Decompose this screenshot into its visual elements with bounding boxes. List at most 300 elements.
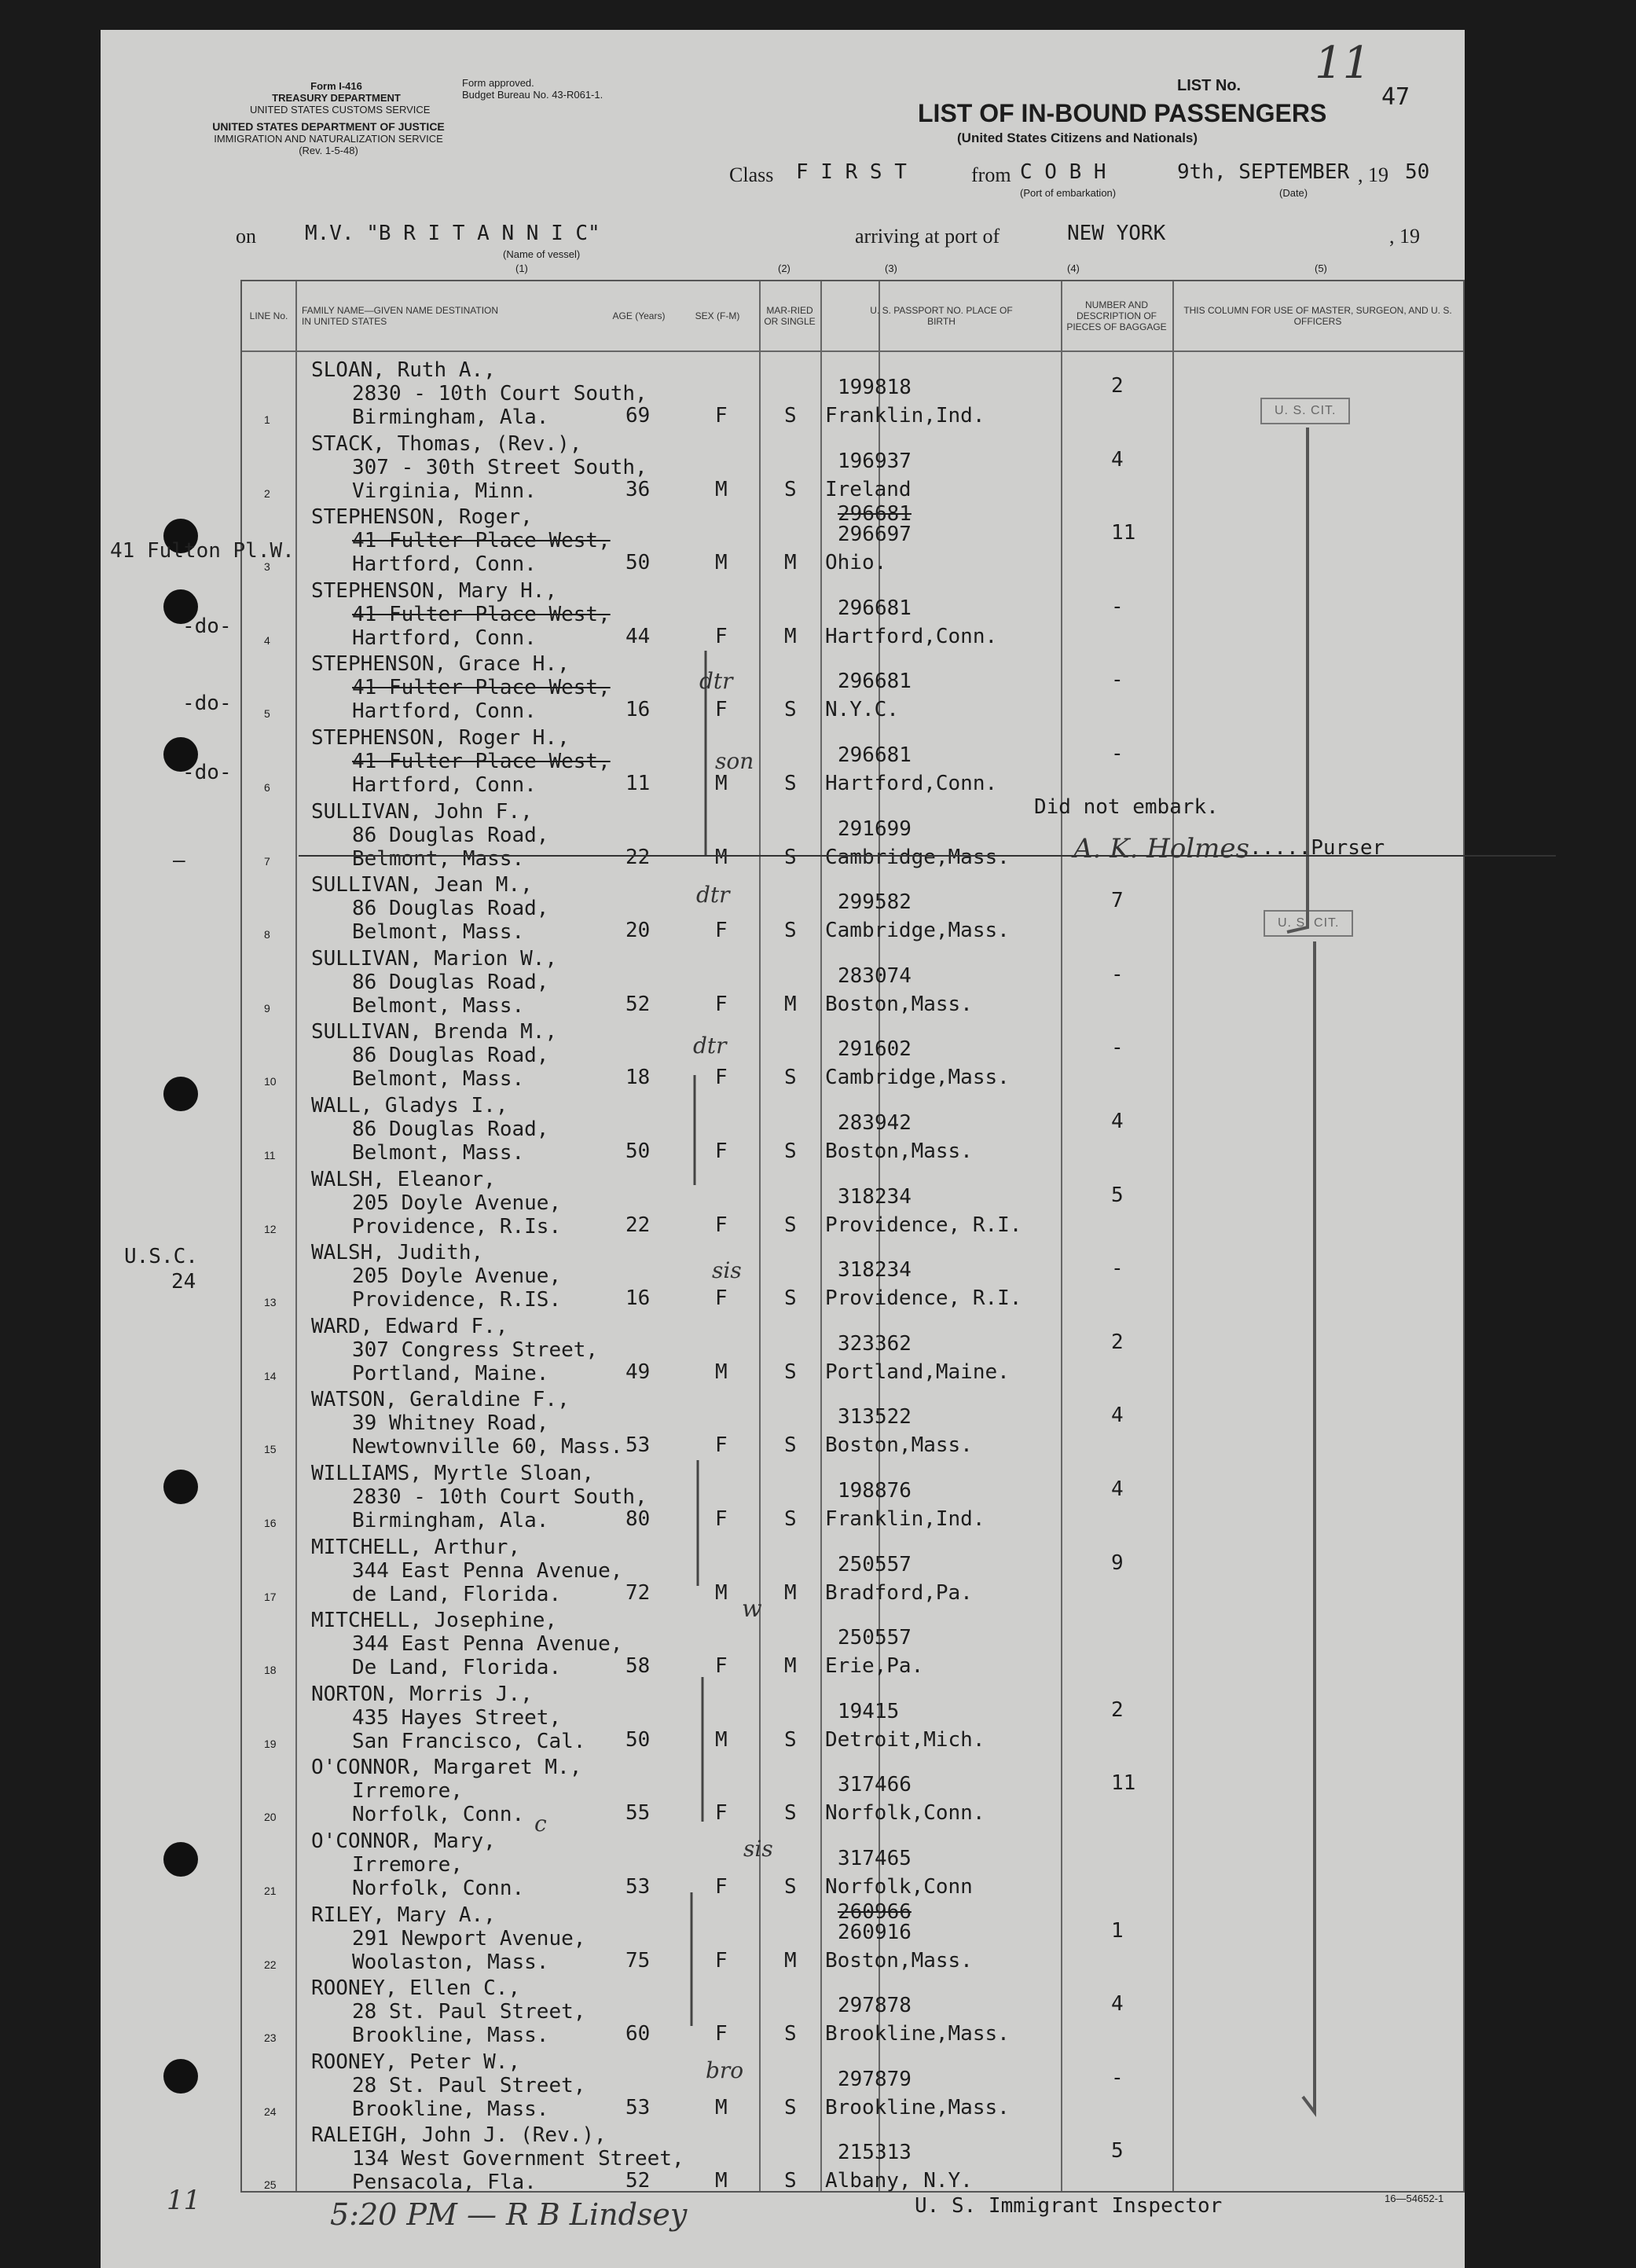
baggage-cell: 2 <box>1111 1697 1124 1722</box>
passenger-name: STEPHENSON, Mary H., <box>311 578 558 603</box>
baggage-cell: 4 <box>1111 1110 1124 1133</box>
sex-cell: M <box>715 845 728 869</box>
line-number: 25 <box>264 2178 277 2192</box>
address-line-2: Providence, R.Is. <box>352 1214 562 1239</box>
birthplace-cell: Brookline,Mass. <box>825 2095 1010 2119</box>
address-line-1: 28 St. Paul Street, <box>352 2073 586 2097</box>
address-line-2: De Land, Florida. <box>352 1656 562 1680</box>
passenger-name: RALEIGH, John J. (Rev.), <box>311 2123 607 2148</box>
address-line-1: 41 Fulter Place West, <box>352 529 611 553</box>
sex-cell: M <box>715 1727 728 1752</box>
passenger-name: SULLIVAN, John F., <box>311 799 533 824</box>
purser-label: .....Purser <box>1249 836 1385 860</box>
birthplace-cell: Erie,Pa. <box>825 1654 924 1679</box>
list-no-handwritten: 11 <box>1315 38 1371 89</box>
age-cell: 18 <box>625 1066 651 1090</box>
print-code: 16—54652-1 <box>1385 2193 1444 2204</box>
marital-cell: S <box>784 1507 797 1531</box>
margin-note-dash: — <box>173 849 185 872</box>
col-family-name: FAMILY NAME—GIVEN NAME DESTINATION IN UNITED STATES <box>302 305 499 327</box>
address-line-1: 41 Fulter Place West, <box>352 602 611 626</box>
address-line-1: 344 East Penna Avenue, <box>352 1632 623 1657</box>
line-number: 19 <box>264 1737 277 1750</box>
passport-cell: 196937 <box>838 449 912 473</box>
passport-cell: 283942 <box>838 1111 912 1135</box>
marital-cell: S <box>784 1801 797 1826</box>
passenger-name: O'CONNOR, Mary, <box>311 1829 496 1853</box>
birthplace-cell: Cambridge,Mass. <box>825 845 1010 869</box>
address-line-2: Belmont, Mass. <box>352 993 525 1018</box>
marital-cell: S <box>784 1140 797 1163</box>
age-cell: 52 <box>625 2169 651 2193</box>
line-number: 6 <box>264 781 270 794</box>
age-cell: 69 <box>625 404 651 428</box>
us-citizen-stamp: U. S. CIT. <box>1260 398 1350 424</box>
age-cell: 22 <box>625 1213 651 1237</box>
passport-cell: 296681 <box>838 670 912 694</box>
age-cell: 50 <box>625 551 651 575</box>
marital-cell: S <box>784 845 797 869</box>
sex-cell: F <box>715 1801 728 1826</box>
sex-cell: F <box>715 1948 728 1973</box>
passenger-name: WARD, Edward F., <box>311 1314 508 1338</box>
passenger-name: WALL, Gladys I., <box>311 1094 508 1117</box>
marital-cell: S <box>784 1213 797 1237</box>
col-number-2: (2) <box>778 262 790 274</box>
address-line-1: 86 Douglas Road, <box>352 970 549 994</box>
sex-cell: M <box>715 772 728 795</box>
passport-cell: 291602 <box>838 1037 912 1062</box>
birthplace-cell: Cambridge,Mass. <box>825 919 1010 943</box>
col-number-1: (1) <box>515 262 528 274</box>
address-line-1: 41 Fulter Place West, <box>352 750 611 773</box>
passenger-name: SULLIVAN, Marion W., <box>311 946 558 971</box>
age-cell: 20 <box>625 919 651 943</box>
line-number: 10 <box>264 1075 277 1088</box>
sex-cell: F <box>715 698 728 722</box>
passenger-name: NORTON, Morris J., <box>311 1682 533 1706</box>
marital-cell: S <box>784 1433 797 1458</box>
date-label: (Date) <box>1279 187 1308 199</box>
line-number: 13 <box>264 1296 277 1309</box>
relation-note-dtr: dtr <box>693 1033 727 1059</box>
port-embark-label: (Port of embarkation) <box>1020 187 1117 199</box>
from-value: C O B H <box>1020 160 1106 184</box>
document-title: LIST OF IN-BOUND PASSENGERS <box>918 99 1327 127</box>
col-line-no: LINE No. <box>249 310 288 321</box>
passport-cell: 297878 <box>838 1994 912 2018</box>
marital-cell: S <box>784 2022 797 2046</box>
birthplace-cell: Boston,Mass. <box>825 992 973 1016</box>
address-line-2: Belmont, Mass. <box>352 920 525 945</box>
marital-cell: S <box>784 698 797 722</box>
form-number: Form I-416 <box>310 80 362 92</box>
document-subtitle: (United States Citizens and Nationals) <box>957 130 1198 145</box>
passenger-table <box>240 280 1465 2193</box>
relation-note-c: c <box>534 1811 547 1837</box>
marital-cell: M <box>784 551 797 575</box>
passport-cell: 19415 <box>838 1699 900 1723</box>
relation-note-son: son <box>715 748 754 774</box>
age-cell: 50 <box>625 1727 651 1752</box>
age-cell: 16 <box>625 1286 651 1311</box>
sex-cell: F <box>715 1507 728 1531</box>
address-line-2: de Land, Florida. <box>352 1582 562 1606</box>
year-value: 50 <box>1405 160 1430 184</box>
col-passport <box>824 281 1059 350</box>
birthplace-cell: Norfolk,Conn. <box>825 1801 985 1826</box>
sex-cell: M <box>715 477 728 501</box>
passport-cell: 317465 <box>838 1847 912 1870</box>
relation-note-w: w <box>742 1595 762 1623</box>
date-value: 9th, SEPTEMBER <box>1177 160 1350 184</box>
baggage-cell: 1 <box>1111 1918 1124 1943</box>
age-cell: 44 <box>625 624 651 648</box>
form-revision: (Rev. 1-5-48) <box>299 145 358 156</box>
sex-cell: F <box>715 1875 728 1899</box>
address-line-2: Hartford, Conn. <box>352 552 537 577</box>
marital-cell: S <box>784 477 797 501</box>
address-line-2: Newtownville 60, Mass. <box>352 1435 623 1459</box>
margin-note-do: -do- <box>182 761 232 784</box>
age-cell: 16 <box>625 698 651 722</box>
age-cell: 80 <box>625 1507 651 1531</box>
sex-cell: F <box>715 2022 728 2046</box>
arriving-label: arriving at port of <box>855 225 1000 248</box>
age-cell: 50 <box>625 1140 651 1163</box>
address-line-1: 86 Douglas Road, <box>352 1044 549 1068</box>
birthplace-cell: N.Y.C. <box>825 698 899 722</box>
line-number: 17 <box>264 1590 277 1603</box>
address-line-2: Norfolk, Conn. <box>352 1803 525 1827</box>
line-number: 14 <box>264 1369 277 1382</box>
address-line-1: 2830 - 10th Court South, <box>352 1485 647 1509</box>
address-line-2: San Francisco, Cal. <box>352 1729 586 1753</box>
passport-cell: 283074 <box>838 963 912 988</box>
address-line-2: Portland, Maine. <box>352 1361 549 1385</box>
address-line-2: Belmont, Mass. <box>352 846 525 871</box>
margin-note-usc-number: 24 <box>171 1270 196 1294</box>
address-line-1: 28 St. Paul Street, <box>352 2000 586 2024</box>
passport-cell: 260916 <box>838 1920 912 1944</box>
treasury-dept: TREASURY DEPARTMENT <box>272 92 401 104</box>
passenger-name: MITCHELL, Arthur, <box>311 1535 521 1559</box>
address-line-1: 41 Fulter Place West, <box>352 676 611 700</box>
col-number-4: (4) <box>1067 262 1080 274</box>
marital-cell: S <box>784 1727 797 1752</box>
col-number-3: (3) <box>885 262 897 274</box>
baggage-cell: 2 <box>1111 374 1124 398</box>
line-number: 2 <box>264 486 270 500</box>
baggage-cell: - <box>1111 1036 1124 1060</box>
passenger-name: WALSH, Eleanor, <box>311 1167 496 1191</box>
passenger-name: ROONEY, Peter W., <box>311 2050 521 2074</box>
marital-cell: M <box>784 992 797 1016</box>
passport-cell: 296697 <box>838 523 912 547</box>
birthplace-cell: Boston,Mass. <box>825 1140 973 1163</box>
sex-cell: M <box>715 2095 728 2119</box>
line-number: 20 <box>264 1811 277 1824</box>
marital-cell: S <box>784 404 797 428</box>
address-line-1: 344 East Penna Avenue, <box>352 1558 623 1583</box>
inspector-label: U. S. Immigrant Inspector <box>915 2194 1223 2218</box>
address-line-2: Hartford, Conn. <box>352 773 537 797</box>
passport-cell: 323362 <box>838 1331 912 1356</box>
arriving-year: , 19 <box>1389 225 1420 248</box>
passport-cell: 250557 <box>838 1552 912 1576</box>
did-not-embark-note: Did not embark. <box>1034 795 1219 819</box>
passport-cell: 291699 <box>838 817 912 841</box>
line-number: 5 <box>264 707 270 721</box>
punch-hole <box>163 1842 198 1877</box>
class-label: Class <box>729 163 774 186</box>
passport-cell: 299582 <box>838 890 912 915</box>
marital-cell: M <box>784 1654 797 1679</box>
line-number: 21 <box>264 1884 277 1897</box>
col-baggage: NUMBER AND DESCRIPTION OF PIECES OF BAGGAGE <box>1066 299 1167 332</box>
sex-cell: F <box>715 1140 728 1163</box>
punch-hole <box>163 2059 198 2094</box>
birthplace-cell: Albany, N.Y. <box>825 2169 973 2193</box>
address-line-1: 86 Douglas Road, <box>352 823 549 847</box>
age-cell: 22 <box>625 845 651 869</box>
immigration-service: IMMIGRATION AND NATURALIZATION SERVICE <box>214 133 443 145</box>
baggage-cell: 5 <box>1111 1183 1124 1207</box>
passport-cell: 296681 <box>838 596 912 620</box>
baggage-cell: - <box>1111 594 1124 618</box>
arriving-port: NEW YORK <box>1067 222 1166 245</box>
passenger-name: STEPHENSON, Roger, <box>311 505 533 530</box>
margin-note-bottom: 11 <box>167 2185 201 2216</box>
relation-note-dtr: dtr <box>696 882 730 908</box>
budget-bureau: Budget Bureau No. 43-R061-1. <box>462 89 603 101</box>
age-cell: 58 <box>625 1654 651 1679</box>
passenger-name: WALSH, Judith, <box>311 1241 484 1265</box>
birthplace-cell: Franklin,Ind. <box>825 1507 985 1531</box>
passenger-name: O'CONNOR, Margaret M., <box>311 1756 582 1780</box>
line-number: 16 <box>264 1517 277 1529</box>
age-cell: 36 <box>625 477 651 501</box>
baggage-cell: - <box>1111 2065 1124 2090</box>
sex-cell: M <box>715 551 728 575</box>
marital-cell: S <box>784 2169 797 2193</box>
sex-cell: F <box>715 1213 728 1237</box>
col-officers: THIS COLUMN FOR USE OF MASTER, SURGEON, AND U. S. OFFICERS <box>1183 305 1452 327</box>
sex-cell: F <box>715 1286 728 1311</box>
class-value: F I R S T <box>796 160 907 184</box>
marital-cell: S <box>784 919 797 943</box>
baggage-cell: 11 <box>1111 1771 1136 1796</box>
passenger-name: RILEY, Mary A., <box>311 1903 496 1927</box>
marital-cell: S <box>784 1286 797 1311</box>
baggage-cell: 4 <box>1111 1404 1124 1428</box>
address-line-1: Irremore, <box>352 1779 463 1804</box>
age-cell: 49 <box>625 1360 651 1384</box>
address-line-2: Brookline, Mass. <box>352 2097 549 2121</box>
purser-signature: A. K. Holmes <box>1073 833 1249 864</box>
birthplace-cell: Bradford,Pa. <box>825 1580 973 1605</box>
passenger-name: STACK, Thomas, (Rev.), <box>311 431 582 456</box>
margin-note-do: -do- <box>182 692 232 715</box>
passport-struck-cell: 260966 <box>838 1899 912 1924</box>
form-number-block <box>250 80 431 116</box>
sex-cell: F <box>715 919 728 943</box>
baggage-cell: - <box>1111 742 1124 765</box>
line-number: 18 <box>264 1664 277 1677</box>
baggage-cell: 5 <box>1111 2139 1124 2163</box>
line-number: 23 <box>264 2031 277 2045</box>
birthplace-cell: Boston,Mass. <box>825 1948 973 1973</box>
passport-cell: 317466 <box>838 1773 912 1797</box>
justice-block <box>195 121 462 156</box>
birthplace-cell: Hartford,Conn. <box>825 624 998 648</box>
col-number-5: (5) <box>1315 262 1327 274</box>
col-married: MAR-RIED OR SINGLE <box>764 305 816 327</box>
birthplace-cell: Brookline,Mass. <box>825 2022 1010 2046</box>
line-number: 7 <box>264 854 270 868</box>
punch-hole <box>163 1470 198 1504</box>
address-line-2: Hartford, Conn. <box>352 699 537 724</box>
age-cell: 75 <box>625 1948 651 1973</box>
line-number: 8 <box>264 928 270 941</box>
line-number: 12 <box>264 1222 277 1235</box>
col-passport-text: U. S. PASSPORT NO. PLACE OF BIRTH <box>870 305 1013 327</box>
sex-cell: F <box>715 1066 728 1090</box>
address-line-1: 134 West Government Street, <box>352 2147 684 2171</box>
address-line-2: Norfolk, Conn. <box>352 1877 525 1900</box>
baggage-cell: - <box>1111 962 1124 986</box>
address-line-1: 39 Whitney Road, <box>352 1411 549 1436</box>
address-line-1: 205 Doyle Avenue, <box>352 1264 562 1289</box>
sex-cell: M <box>715 2169 728 2193</box>
address-line-1: Irremore, <box>352 1853 463 1877</box>
baggage-cell: - <box>1111 668 1124 692</box>
age-cell: 11 <box>625 772 651 795</box>
relation-note-sis: sis <box>712 1257 742 1283</box>
age-cell: 53 <box>625 2095 651 2119</box>
relation-note-dtr: dtr <box>699 668 733 694</box>
baggage-cell: 4 <box>1111 1477 1124 1501</box>
sex-cell: F <box>715 1654 728 1679</box>
address-line-1: 205 Doyle Avenue, <box>352 1191 562 1215</box>
passport-cell: 250557 <box>838 1626 912 1650</box>
baggage-cell: 7 <box>1111 889 1124 913</box>
margin-note-fulton: 41 Fulton Pl.W. <box>110 539 295 563</box>
marital-cell: M <box>784 1948 797 1973</box>
address-line-2: Belmont, Mass. <box>352 1141 525 1165</box>
age-cell: 53 <box>625 1433 651 1458</box>
vessel-label: (Name of vessel) <box>503 248 581 260</box>
line-number: 1 <box>264 413 270 426</box>
birthplace-cell: Ohio. <box>825 551 887 575</box>
punch-hole <box>163 1077 198 1111</box>
passenger-name: ROONEY, Ellen C., <box>311 1976 521 2001</box>
passport-cell: 318234 <box>838 1184 912 1209</box>
passport-cell: 296681 <box>838 743 912 767</box>
address-line-2: Belmont, Mass. <box>352 1067 525 1092</box>
passenger-name: STEPHENSON, Roger H., <box>311 726 570 750</box>
customs-service: UNITED STATES CUSTOMS SERVICE <box>250 104 431 116</box>
margin-note-usc: U.S.C. <box>124 1245 198 1268</box>
passenger-name: STEPHENSON, Grace H., <box>311 652 570 677</box>
passport-struck-cell: 296681 <box>838 502 912 527</box>
birthplace-cell: Portland,Maine. <box>825 1360 1010 1384</box>
address-line-2: Brookline, Mass. <box>352 2024 549 2048</box>
passport-cell: 297879 <box>838 2067 912 2091</box>
birthplace-cell: Detroit,Mich. <box>825 1727 985 1752</box>
officer-check-marks <box>1169 423 1468 2152</box>
address-line-1: 291 Newport Avenue, <box>352 1926 586 1951</box>
line-number: 9 <box>264 1001 270 1015</box>
address-line-2: Pensacola, Fla. <box>352 2171 537 2195</box>
passenger-name: SULLIVAN, Brenda M., <box>311 1020 558 1044</box>
address-line-2: Birmingham, Ala. <box>352 1509 549 1532</box>
from-label: from <box>971 163 1011 186</box>
marital-cell: S <box>784 1875 797 1899</box>
marital-cell: S <box>784 772 797 795</box>
baggage-cell: 4 <box>1111 447 1124 472</box>
address-line-1: 86 Douglas Road, <box>352 897 549 921</box>
sex-cell: F <box>715 404 728 428</box>
passenger-name: MITCHELL, Josephine, <box>311 1609 558 1633</box>
address-line-1: 435 Hayes Street, <box>352 1705 562 1730</box>
sex-cell: F <box>715 624 728 648</box>
list-no-value: 47 <box>1381 83 1410 111</box>
address-line-1: 307 Congress Street, <box>352 1338 599 1362</box>
address-line-2: Hartford, Conn. <box>352 626 537 650</box>
marital-cell: M <box>784 1580 797 1605</box>
inspector-signature: 5:20 PM — R B Lindsey <box>330 2197 688 2232</box>
passport-cell: 318234 <box>838 1258 912 1283</box>
address-line-1: 2830 - 10th Court South, <box>352 382 647 406</box>
address-line-1: 307 - 30th Street South, <box>352 455 647 479</box>
passport-cell: 313522 <box>838 1405 912 1429</box>
form-approved: Form approved. <box>462 77 534 89</box>
address-line-2: Woolaston, Mass. <box>352 1950 549 1974</box>
sex-cell: F <box>715 1433 728 1458</box>
birthplace-cell: Cambridge,Mass. <box>825 1066 1010 1090</box>
sex-cell: M <box>715 1580 728 1605</box>
address-line-2: Providence, R.IS. <box>352 1288 562 1312</box>
passport-cell: 198876 <box>838 1479 912 1503</box>
birthplace-cell: Ireland <box>825 477 912 501</box>
passenger-name: SULLIVAN, Jean M., <box>311 873 533 897</box>
sex-cell: M <box>715 1360 728 1384</box>
passport-cell: 215313 <box>838 2141 912 2165</box>
passenger-name: SLOAN, Ruth A., <box>311 358 496 382</box>
baggage-cell: 11 <box>1111 521 1136 545</box>
birthplace-cell: Hartford,Conn. <box>825 772 998 795</box>
passport-cell: 199818 <box>838 376 912 399</box>
list-no-label: LIST No. <box>1177 77 1242 94</box>
birthplace-cell: Franklin,Ind. <box>825 404 985 428</box>
justice-dept: UNITED STATES DEPARTMENT OF JUSTICE <box>212 120 445 133</box>
marital-cell: S <box>784 2095 797 2119</box>
us-citizen-stamp: U. S. CIT. <box>1264 910 1353 937</box>
passenger-name: WATSON, Geraldine F., <box>311 1388 570 1412</box>
address-line-1: 86 Douglas Road, <box>352 1117 549 1141</box>
approval-block <box>462 77 603 101</box>
birthplace-cell: Norfolk,Conn <box>825 1875 973 1899</box>
marital-cell: M <box>784 624 797 648</box>
age-cell: 72 <box>625 1580 651 1605</box>
margin-note-do: -do- <box>182 615 232 638</box>
address-line-2: Birmingham, Ala. <box>352 406 549 429</box>
age-cell: 60 <box>625 2022 651 2046</box>
birthplace-cell: Providence, R.I. <box>825 1213 1022 1237</box>
baggage-cell: 2 <box>1111 1330 1124 1354</box>
baggage-cell: - <box>1111 1257 1124 1281</box>
